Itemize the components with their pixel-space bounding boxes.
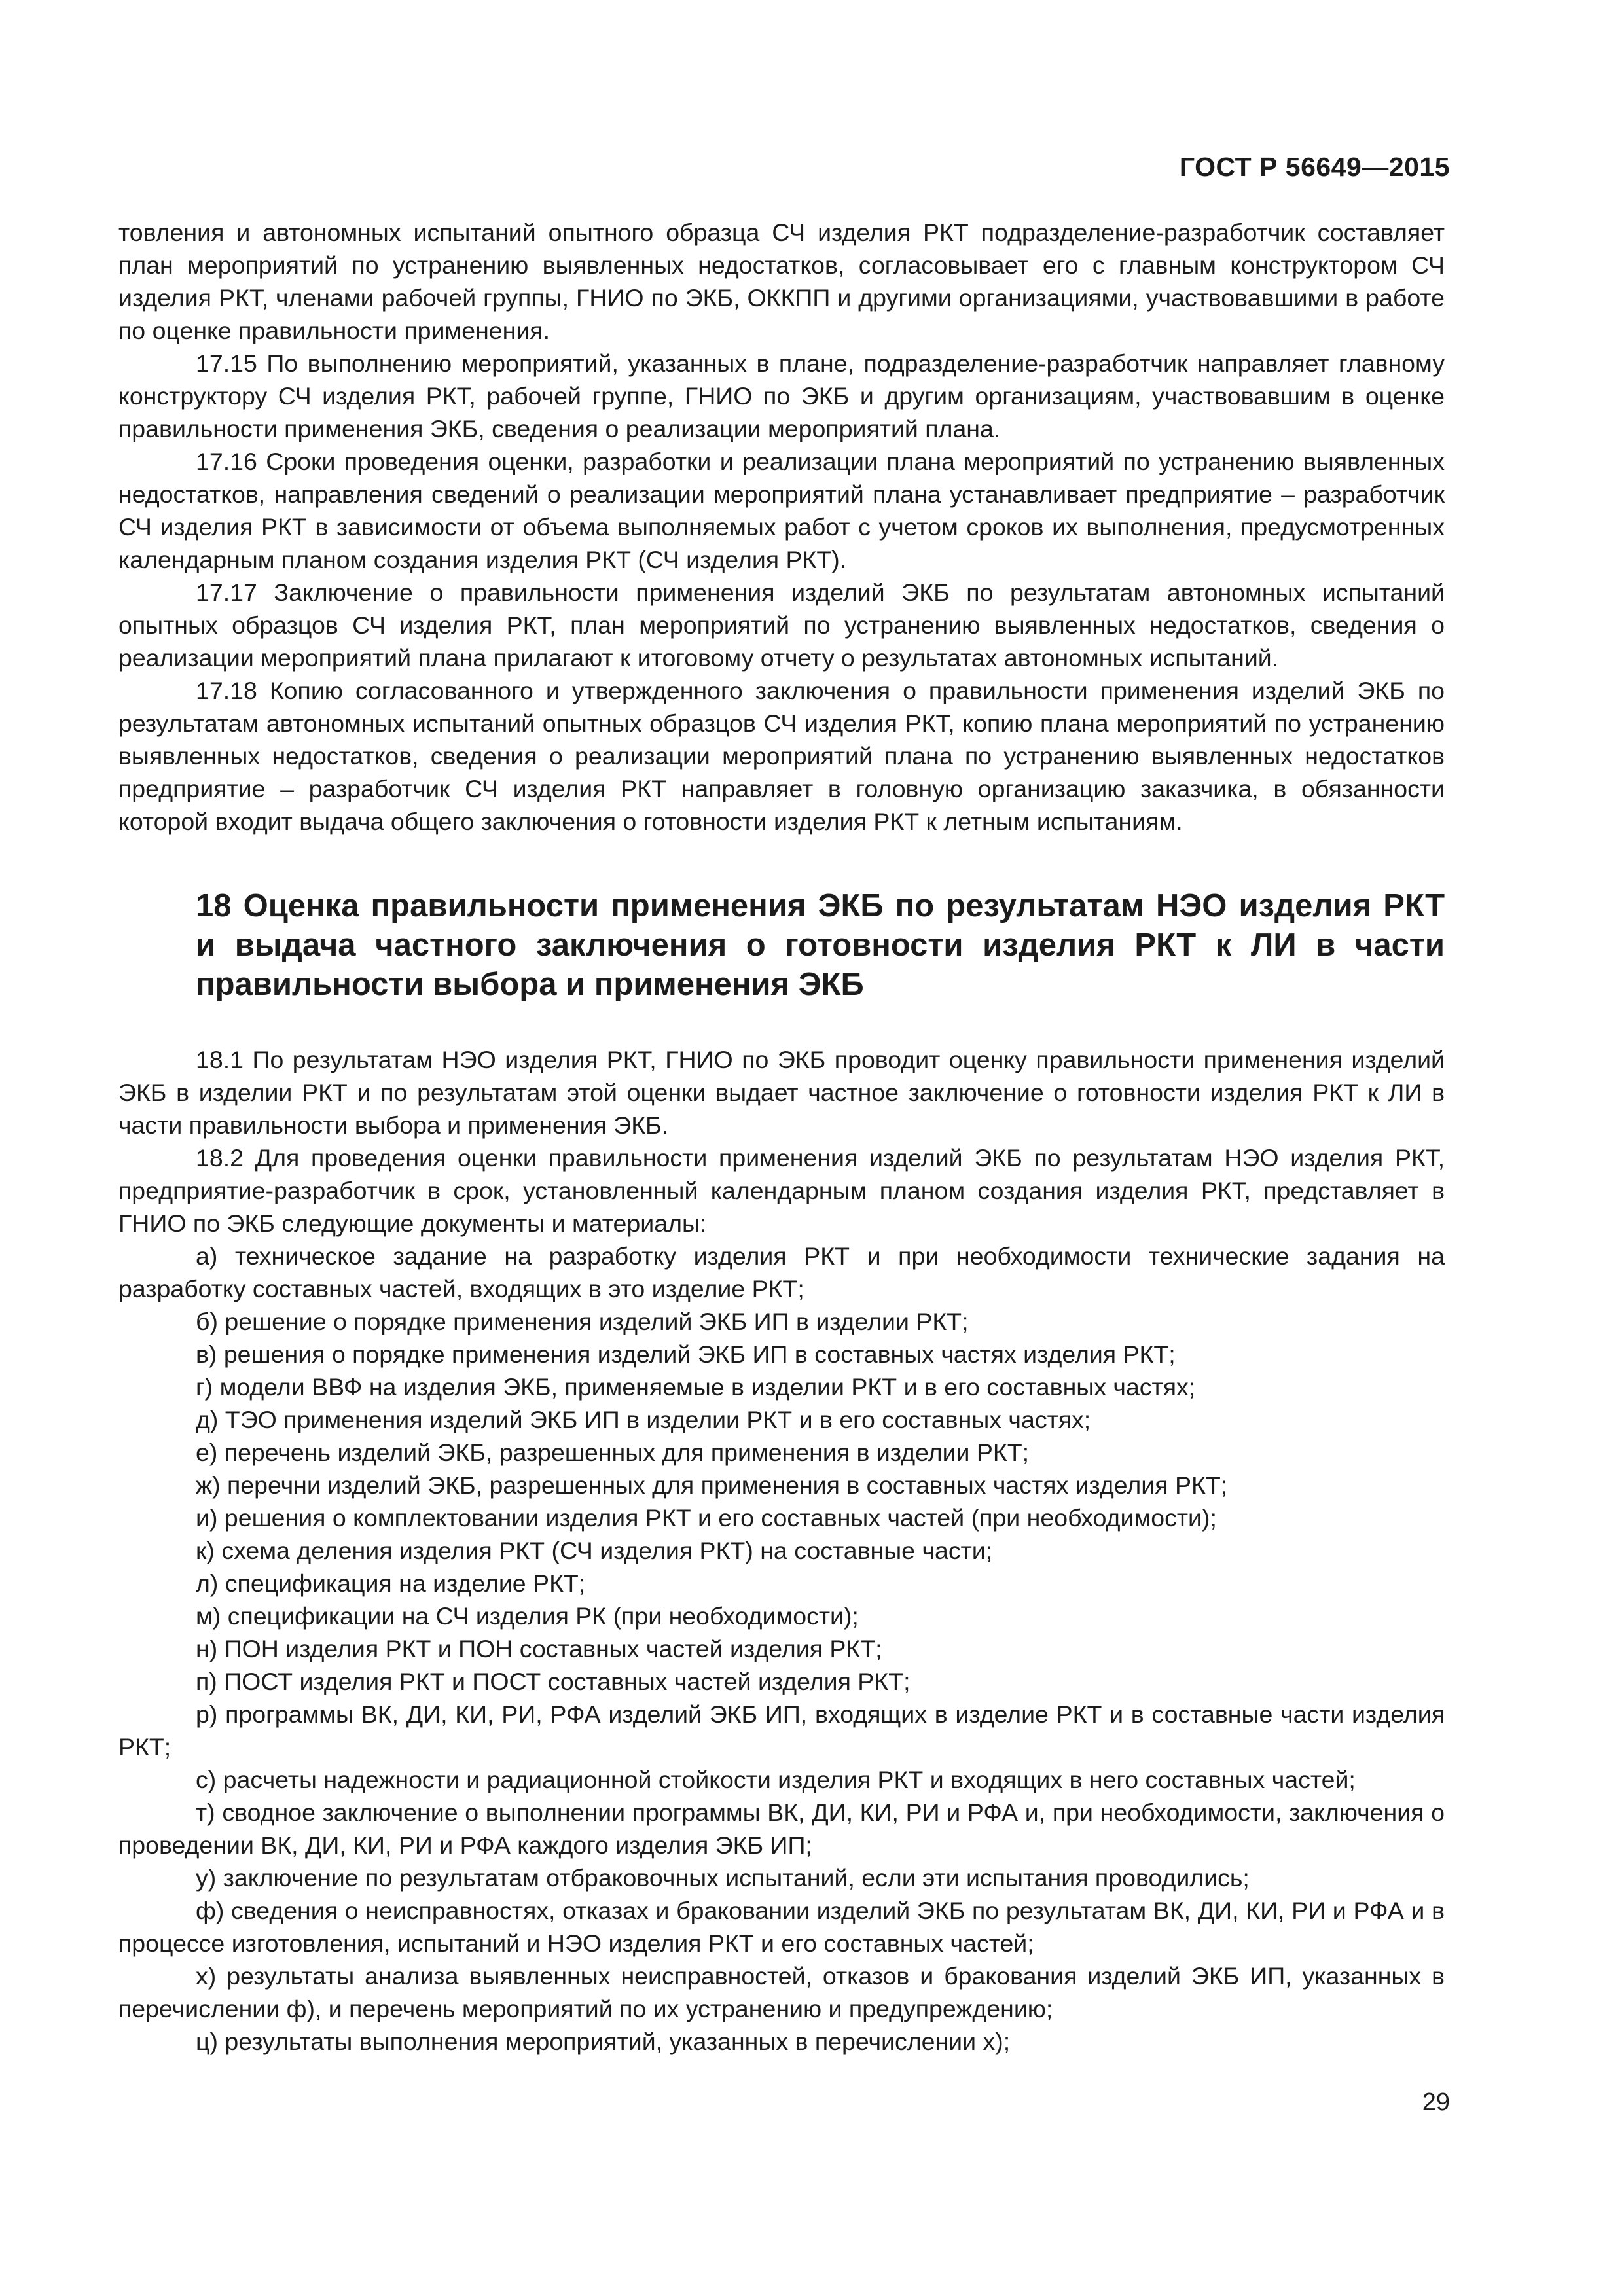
list-item: а) техническое задание на разработку изделия РКТ и при необходимости технические задания на разработку составных частей, входящих в это изделие РКТ; [118,1242,1445,1302]
list-item: у) заключение по результатам отбраковочных испытаний, если эти испытания проводились; [196,1864,1250,1892]
paragraph-18-1: 18.1 По результатам НЭО изделия РКТ, ГНИО по ЭКБ проводит оценку правильности применения изделий ЭКБ в изделии РКТ и по результатам этой оценки выдает частное заключение о готовности изделия РКТ к ЛИ в части правильности выбора и применения ЭКБ. [118,1046,1445,1139]
list-item: п) ПОСТ изделия РКТ и ПОСТ составных частей изделия РКТ; [196,1668,911,1695]
section-heading: 18 Оценка правильности применения ЭКБ по результатам НЭО изделия РКТ и выдача частного заключения о готовности изделия РКТ к ЛИ в части правильности выбора и применения ЭКБ [196,888,1445,1002]
list-item: х) результаты анализа выявленных неисправностей, отказов и бракования изделий ЭКБ ИП, указанных в перечислении ф), и перечень мероприятий по их устранению и предупреждению; [118,1962,1445,2022]
paragraph-17-18: 17.18 Копию согласованного и утвержденного заключения о правильности применения изделий ЭКБ по результатам автономных испытаний опытных образцов СЧ изделия РКТ, копию плана мероприятий по устранению выявленных недостатков, сведения о реализации мероприятий плана по устранению выявленных недостатков предприятие – разработчик СЧ изделия РКТ направляет в головную организацию заказчика, в обязанности которой входит выдача общего заключения о готовности изделия РКТ к летным испытаниям. [118,677,1445,835]
list-item: ж) перечни изделий ЭКБ, разрешенных для применения в составных частях изделия РКТ; [196,1471,1228,1499]
document-header: ГОСТ Р 56649—2015 [1179,152,1450,182]
paragraph-17-15: 17.15 По выполнению мероприятий, указанных в плане, подразделение-разработчик направляет главному конструктору СЧ изделия РКТ, рабочей группе, ГНИО по ЭКБ и другим организациям, участвовавшим в оценке правильности применения ЭКБ, сведения о реализации мероприятий плана. [118,350,1445,442]
list-item: н) ПОН изделия РКТ и ПОН составных частей изделия РКТ; [196,1635,882,1662]
list-item: р) программы ВК, ДИ, КИ, РИ, РФА изделий ЭКБ ИП, входящих в изделие РКТ и в составные части изделия РКТ; [118,1700,1445,1761]
list-item: и) решения о комплектовании изделия РКТ и его составных частей (при необходимости); [196,1504,1217,1532]
list-item: ф) сведения о неисправностях, отказах и браковании изделий ЭКБ по результатам ВК, ДИ, КИ, РИ и РФА и в процессе изготовления, испытаний и НЭО изделия РКТ и его составных частей; [118,1897,1445,1957]
list-item: т) сводное заключение о выполнении программы ВК, ДИ, КИ, РИ и РФА и, при необходимости, заключения о проведении ВК, ДИ, КИ, РИ и РФА каждого изделия ЭКБ ИП; [118,1799,1445,1859]
paragraph-17-17: 17.17 Заключение о правильности применения изделий ЭКБ по результатам автономных испытаний опытных образцов СЧ изделия РКТ, план мероприятий по устранению выявленных недостатков, сведения о реализации мероприятий плана прилагают к итоговому отчету о результатах автономных испытаний. [118,579,1445,672]
list-item: к) схема деления изделия РКТ (СЧ изделия РКТ) на составные части; [196,1537,993,1564]
list-item: с) расчеты надежности и радиационной стойкости изделия РКТ и входящих в него составных частей; [196,1766,1356,1793]
paragraph-17-16: 17.16 Сроки проведения оценки, разработки и реализации плана мероприятий по устранению выявленных недостатков, направления сведений о реализации мероприятий плана устанавливает предприятие – разработчик СЧ изделия РКТ в зависимости от объема выполняемых работ с учетом сроков их выполнения, предусмотренных календарным планом создания изделия РКТ (СЧ изделия РКТ). [118,448,1445,573]
list-item: б) решение о порядке применения изделий ЭКБ ИП в изделии РКТ; [196,1308,969,1335]
list-item: м) спецификации на СЧ изделия РК (при необходимости); [196,1602,859,1630]
paragraph-18-2: 18.2 Для проведения оценки правильности применения изделий ЭКБ по результатам НЭО изделия РКТ, предприятие-разработчик в срок, установленный календарным планом создания изделия РКТ, представляет в ГНИО по ЭКБ следующие документы и материалы: [118,1144,1445,1237]
paragraph-continuation: товления и автономных испытаний опытного образца СЧ изделия РКТ подразделение-разработчик составляет план мероприятий по устранению выявленных недостатков, согласовывает его с главным конструктором СЧ изделия РКТ, членами рабочей группы, ГНИО по ЭКБ, ОККПП и другими организациями, участвовавшими в работе по оценке правильности применения. [118,219,1445,344]
list-item: ц) результаты выполнения мероприятий, указанных в перечислении х); [196,2028,1011,2055]
page-number: 29 [1422,2089,1450,2116]
list-item: г) модели ВВФ на изделия ЭКБ, применяемые в изделии РКТ и в его составных частях; [196,1373,1196,1401]
page-content [118,216,1445,2058]
list-item: л) спецификация на изделие РКТ; [196,1570,586,1597]
list-item: д) ТЭО применения изделий ЭКБ ИП в изделии РКТ и в его составных частях; [196,1406,1091,1433]
list-item: е) перечень изделий ЭКБ, разрешенных для применения в изделии РКТ; [196,1439,1030,1466]
list-item: в) решения о порядке применения изделий ЭКБ ИП в составных частях изделия РКТ; [196,1340,1176,1368]
